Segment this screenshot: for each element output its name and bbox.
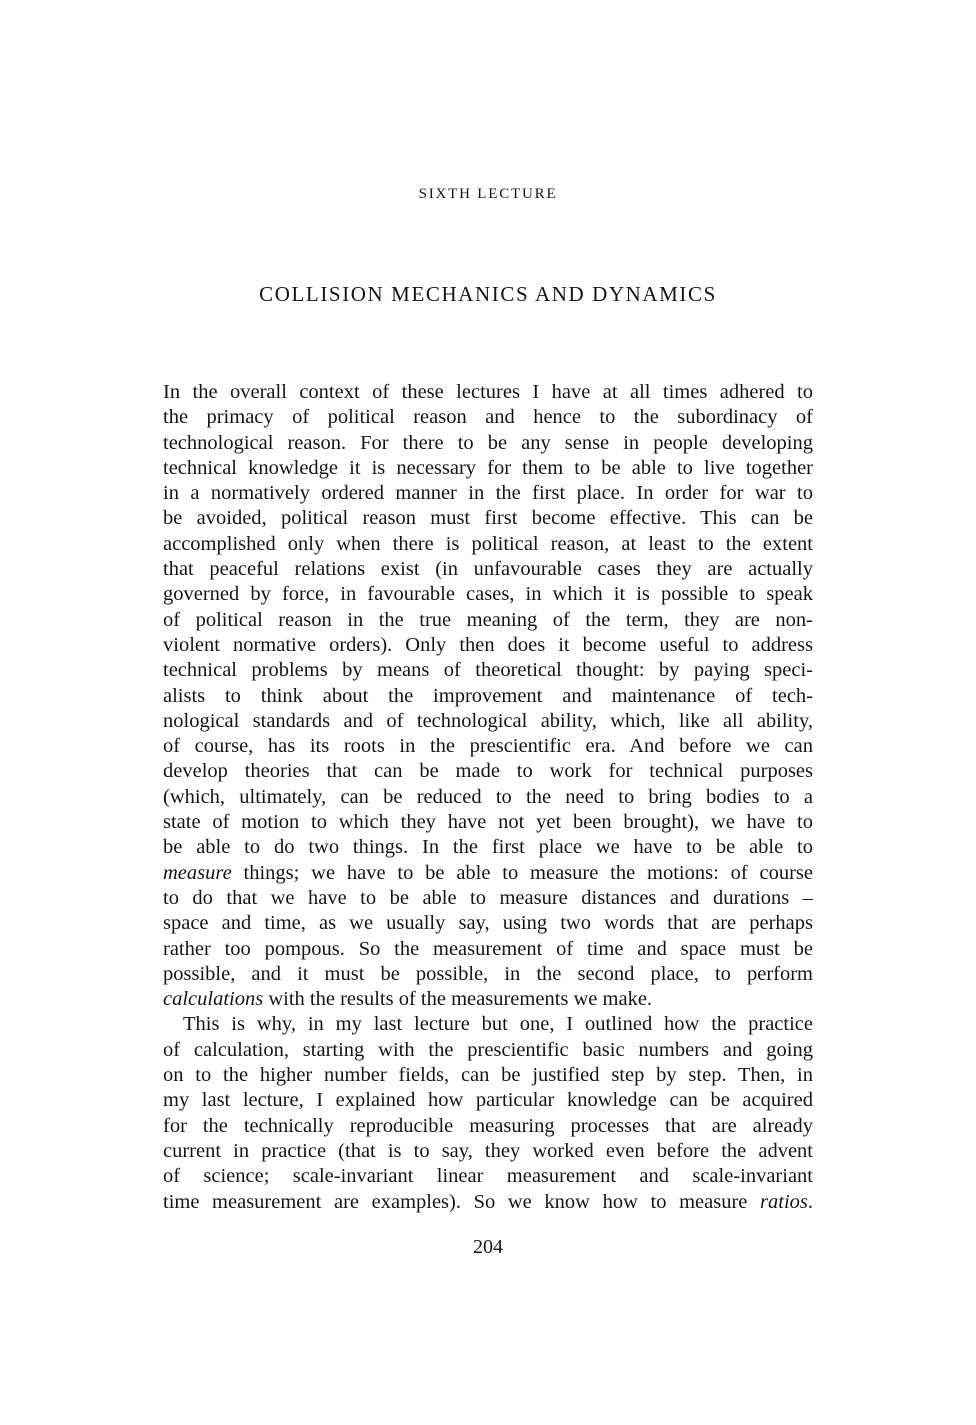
text-line: accomplished only when there is political reason, at least to the extent bbox=[163, 532, 813, 555]
text-line: my last lecture, I explained how particular knowledge can be acquired bbox=[163, 1089, 813, 1112]
text-line: in a normatively ordered manner in the first place. In order for war to bbox=[163, 482, 813, 505]
text-line: state of motion to which they have not yet been brought), we have to bbox=[163, 811, 813, 834]
text-line: be able to do two things. In the first place we have to be able to bbox=[163, 836, 813, 859]
text-line: space and time, as we usually say, using two words that are perhaps bbox=[163, 912, 813, 935]
paragraph-1 bbox=[163, 380, 813, 1012]
text-line: be avoided, political reason must first become effective. This can be bbox=[163, 507, 813, 530]
text-line: current in practice (that is to say, they worked even before the advent bbox=[163, 1139, 813, 1162]
text-line: that peaceful relations exist (in unfavourable cases they are actually bbox=[163, 558, 813, 581]
text-line: the primacy of political reason and hence to the subordinacy of bbox=[163, 406, 813, 429]
text-line: to do that we have to be able to measure distances and durations – bbox=[163, 886, 813, 909]
text-line: of course, has its roots in the prescientific era. And before we can bbox=[163, 735, 813, 758]
lecture-label: SIXTH LECTURE bbox=[418, 186, 558, 202]
page-number: 204 bbox=[473, 1236, 503, 1258]
body-text bbox=[163, 380, 813, 1215]
emphasis-measure: measure bbox=[163, 861, 232, 884]
emphasis-ratios: ratios bbox=[760, 1190, 808, 1213]
emphasis-calculations: calculations bbox=[163, 988, 264, 1011]
text-line: of calculation, starting with the prescientific basic numbers and going bbox=[163, 1038, 813, 1061]
text-line: nological standards and of technological ability, which, like all ability, bbox=[163, 709, 813, 732]
text-line: violent normative orders). Only then does it become useful to address bbox=[163, 633, 813, 656]
text-line: of science; scale-invariant linear measurement and scale-invariant bbox=[163, 1165, 813, 1188]
text-line bbox=[163, 861, 813, 886]
text-line: on to the higher number fields, can be justified step by step. Then, in bbox=[163, 1064, 813, 1087]
text-line: rather too pompous. So the measurement of time and space must be bbox=[163, 937, 813, 960]
text-line-rest: with the results of the measurements we make. bbox=[263, 988, 653, 1011]
chapter-title: COLLISION MECHANICS AND DYNAMICS bbox=[259, 282, 717, 306]
text-line-start: time measurement are examples). So we know how to measure bbox=[163, 1190, 761, 1213]
text-line: technical problems by means of theoretical thought: by paying speci- bbox=[163, 659, 813, 682]
text-line: develop theories that can be made to work for technical purposes bbox=[163, 760, 813, 783]
text-line: In the overall context of these lectures I have at all times adhered to bbox=[163, 381, 813, 403]
text-line: of political reason in the true meaning of the term, they are non- bbox=[163, 608, 813, 631]
text-line bbox=[163, 1190, 813, 1215]
text-line: technological reason. For there to be any sense in people developing bbox=[163, 431, 813, 454]
text-line-end: . bbox=[807, 1190, 813, 1213]
text-line: possible, and it must be possible, in the second place, to perform bbox=[163, 962, 813, 985]
text-line-rest: things; we have to be able to measure the motions: of course bbox=[231, 861, 813, 884]
text-line: for the technically reproducible measuring processes that are already bbox=[163, 1114, 813, 1137]
text-line: technical knowledge it is necessary for them to be able to live together bbox=[163, 456, 813, 479]
text-line: (which, ultimately, can be reduced to the need to bring bodies to a bbox=[163, 785, 813, 808]
paragraph-2 bbox=[163, 1012, 813, 1214]
text-line: This is why, in my last lecture but one, I outlined how the practice bbox=[183, 1013, 813, 1036]
text-line: alists to think about the improvement and maintenance of tech- bbox=[163, 684, 813, 707]
text-line: governed by force, in favourable cases, in which it is possible to speak bbox=[163, 583, 813, 606]
text-line bbox=[163, 987, 813, 1012]
